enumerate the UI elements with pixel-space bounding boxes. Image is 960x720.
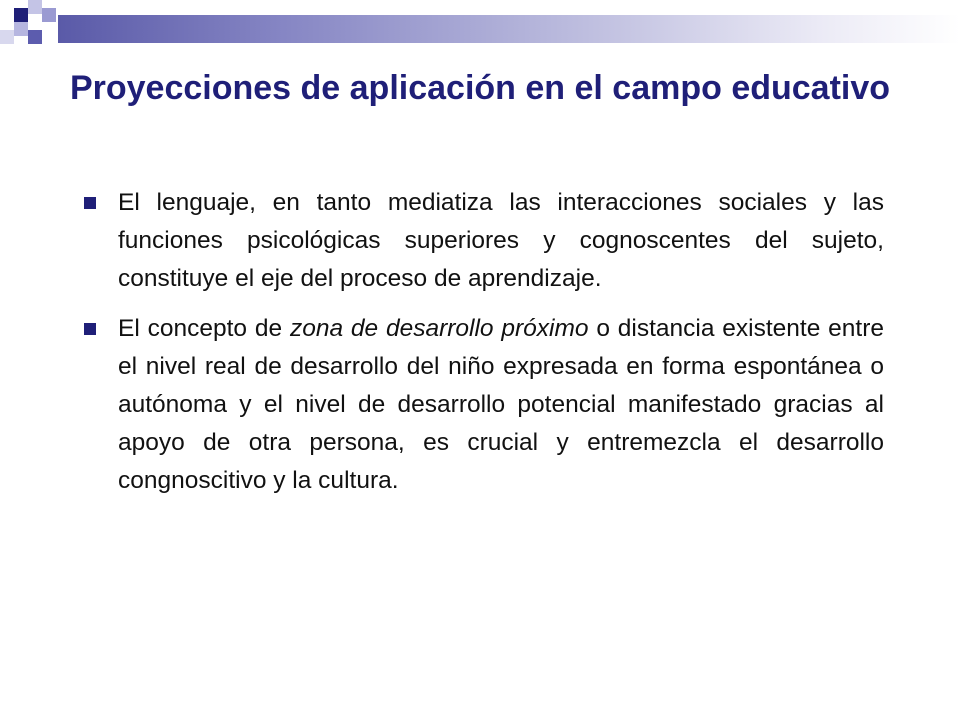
header-gradient-bar bbox=[58, 15, 960, 43]
bullet-text-start: El concepto de bbox=[118, 315, 290, 342]
bullet-list bbox=[84, 184, 884, 512]
decorative-square bbox=[14, 8, 28, 22]
slide-title: Proyecciones de aplicación en el campo educativo bbox=[69, 69, 891, 107]
decorative-square bbox=[0, 30, 14, 44]
square-bullet-icon bbox=[84, 197, 96, 209]
bullet-item bbox=[84, 310, 884, 500]
bullet-text-end: o distancia existente entre el nivel real de desarrollo del niño expresada en forma espontánea o autónoma y el nivel de desarrollo potencial manifestado gracias al apoyo de otra persona, es crucial y entremezcla el desarrollo congnoscitivo y la cultura. bbox=[118, 315, 884, 494]
decorative-square bbox=[28, 0, 42, 14]
bullet-item bbox=[84, 184, 884, 298]
bullet-text-emphasis: zona de desarrollo próximo bbox=[289, 315, 589, 342]
decorative-square bbox=[42, 8, 56, 22]
bullet-text: El lenguaje, en tanto mediatiza las interacciones sociales y las funciones psicológicas superiores y cognoscentes del sujeto, constituye el eje del proceso de aprendizaje. bbox=[118, 189, 884, 292]
square-bullet-icon bbox=[84, 323, 96, 335]
decorative-square bbox=[14, 22, 28, 36]
decorative-square bbox=[28, 30, 42, 44]
